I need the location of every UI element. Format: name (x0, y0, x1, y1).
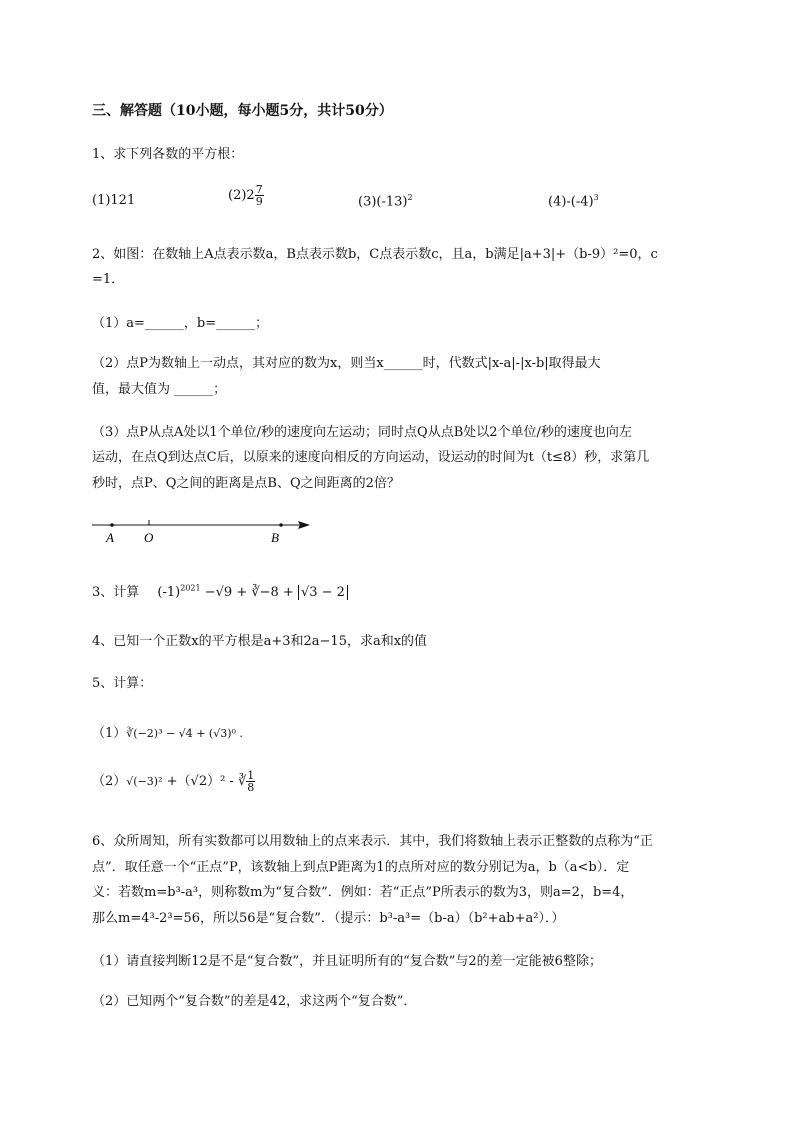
q3-term-a: (-1) (157, 585, 181, 600)
q1-part-3-exponent: 2 (407, 193, 413, 202)
q3-exponent: 2021 (180, 583, 201, 593)
q3 (92, 581, 348, 600)
q1-part-2 (228, 184, 264, 207)
q3-term-b: −√9 + ∛−8 + (204, 585, 294, 600)
q3-abs-value (298, 585, 348, 600)
q5-sub-2 (92, 770, 255, 793)
q5-sub-2-numerator: 1 (247, 769, 255, 782)
q3-abs-inner: √3 − 2 (300, 585, 345, 600)
q5-sub-2-term-a: √(−3)² (126, 775, 163, 788)
q1-part-4 (548, 193, 599, 209)
q5-sub-2-term-b: +（√2）² - ∛ (166, 774, 247, 789)
axis-label-b: B (271, 530, 279, 545)
q5-stem: 5、计算： (92, 676, 153, 691)
q6-line-4: 那么m=4³-2³=56，所以56是“复合数”．（提示：b³-a³=（b-a）（b²+ab+a²）．） (92, 911, 565, 926)
q5-sub-1-expression: ∛(−2)³ − √4 + (√3)⁰ . (126, 727, 243, 740)
axis-label-o: O (144, 530, 154, 545)
q5-sub-1-prefix: （1） (92, 726, 127, 741)
axis-label-a: A (106, 530, 114, 545)
q1-part-2-fraction (255, 184, 264, 207)
q2-sub-1: （1）a=______，b=______； (92, 316, 269, 331)
q1-part-4-text: (4)-(-4) (548, 194, 594, 210)
q6-sub-2: （2）已知两个“复合数”的差是42，求这两个“复合数”． (92, 994, 417, 1009)
q6-sub-1: （1）请直接判断12是不是“复合数”，并且证明所有的“复合数”与2的差一定能被6整除； (92, 954, 602, 969)
q1-stem: 1、求下列各数的平方根： (92, 147, 244, 162)
q1-part-2-denominator: 9 (255, 195, 263, 208)
section-title: 三、解答题（10小题，每小题5分，共计50分） (92, 103, 393, 119)
q2-line-1: 2、如图：在数轴上A点表示数a，B点表示数b，C点表示数c，且a，b满足|a+3|+（b-9）²=0，c (92, 247, 658, 262)
q1-part-2-numerator: 7 (255, 183, 263, 196)
q4-text: 4、已知一个正数x的平方根是a+3和2a−15，求a和x的值 (92, 634, 428, 649)
q2-sub-2-line-2: 值，最大值为 ______； (92, 382, 227, 397)
point-a-dot (110, 523, 114, 527)
q2-sub-3-line-3: 秒时，点P、Q之间的距离是点B、Q之间距离的2倍？ (92, 476, 400, 491)
point-b-dot (279, 523, 283, 527)
q2-sub-3-line-2: 运动，在点Q到达点C后，以原来的速度向相反的方向运动，设运动的时间为t（t≤8）秒，求第几 (92, 450, 650, 465)
q2-sub-2-line-1: （2）点P为数轴上一动点，其对应的数为x，则当x______时，代数式|x-a|-|x-b|取得最大 (92, 356, 601, 371)
q5-sub-2-fraction (246, 770, 255, 793)
q5-sub-1 (92, 722, 243, 741)
q1-part-4-exponent: 3 (593, 193, 599, 202)
q1-part-2-prefix: (2)2 (228, 188, 255, 203)
q5-sub-2-prefix: （2） (92, 774, 127, 789)
q6-line-2: 点”．取任意一个“正点”P，该数轴上到点P距离为1的点所对应的数分别记为a，b（a<b）．定 (92, 860, 630, 875)
q6-line-3: 义：若数m=b³-a³，则称数m为“复合数”．例如：若“正点”P所表示的数为3，则a=2，b=4， (92, 885, 634, 900)
q5-sub-2-denominator: 8 (247, 781, 255, 794)
q3-prefix: 3、计算 (92, 585, 140, 600)
q1-part-3-text: (3)(-13) (358, 194, 408, 210)
q2-sub-3-line-1: （3）点P从点A处以1个单位/秒的速度向左运动；同时点Q从点B处以2个单位/秒的速度也向左 (92, 425, 632, 440)
q2-line-2: =1． (92, 272, 125, 287)
number-line-figure (90, 515, 320, 545)
q1-part-1: (1)121 (92, 193, 136, 208)
q1-part-3 (358, 193, 413, 209)
q6-line-1: 6、众所周知，所有实数都可以用数轴上的点来表示．其中，我们将数轴上表示正整数的点称为“正 (92, 834, 653, 849)
